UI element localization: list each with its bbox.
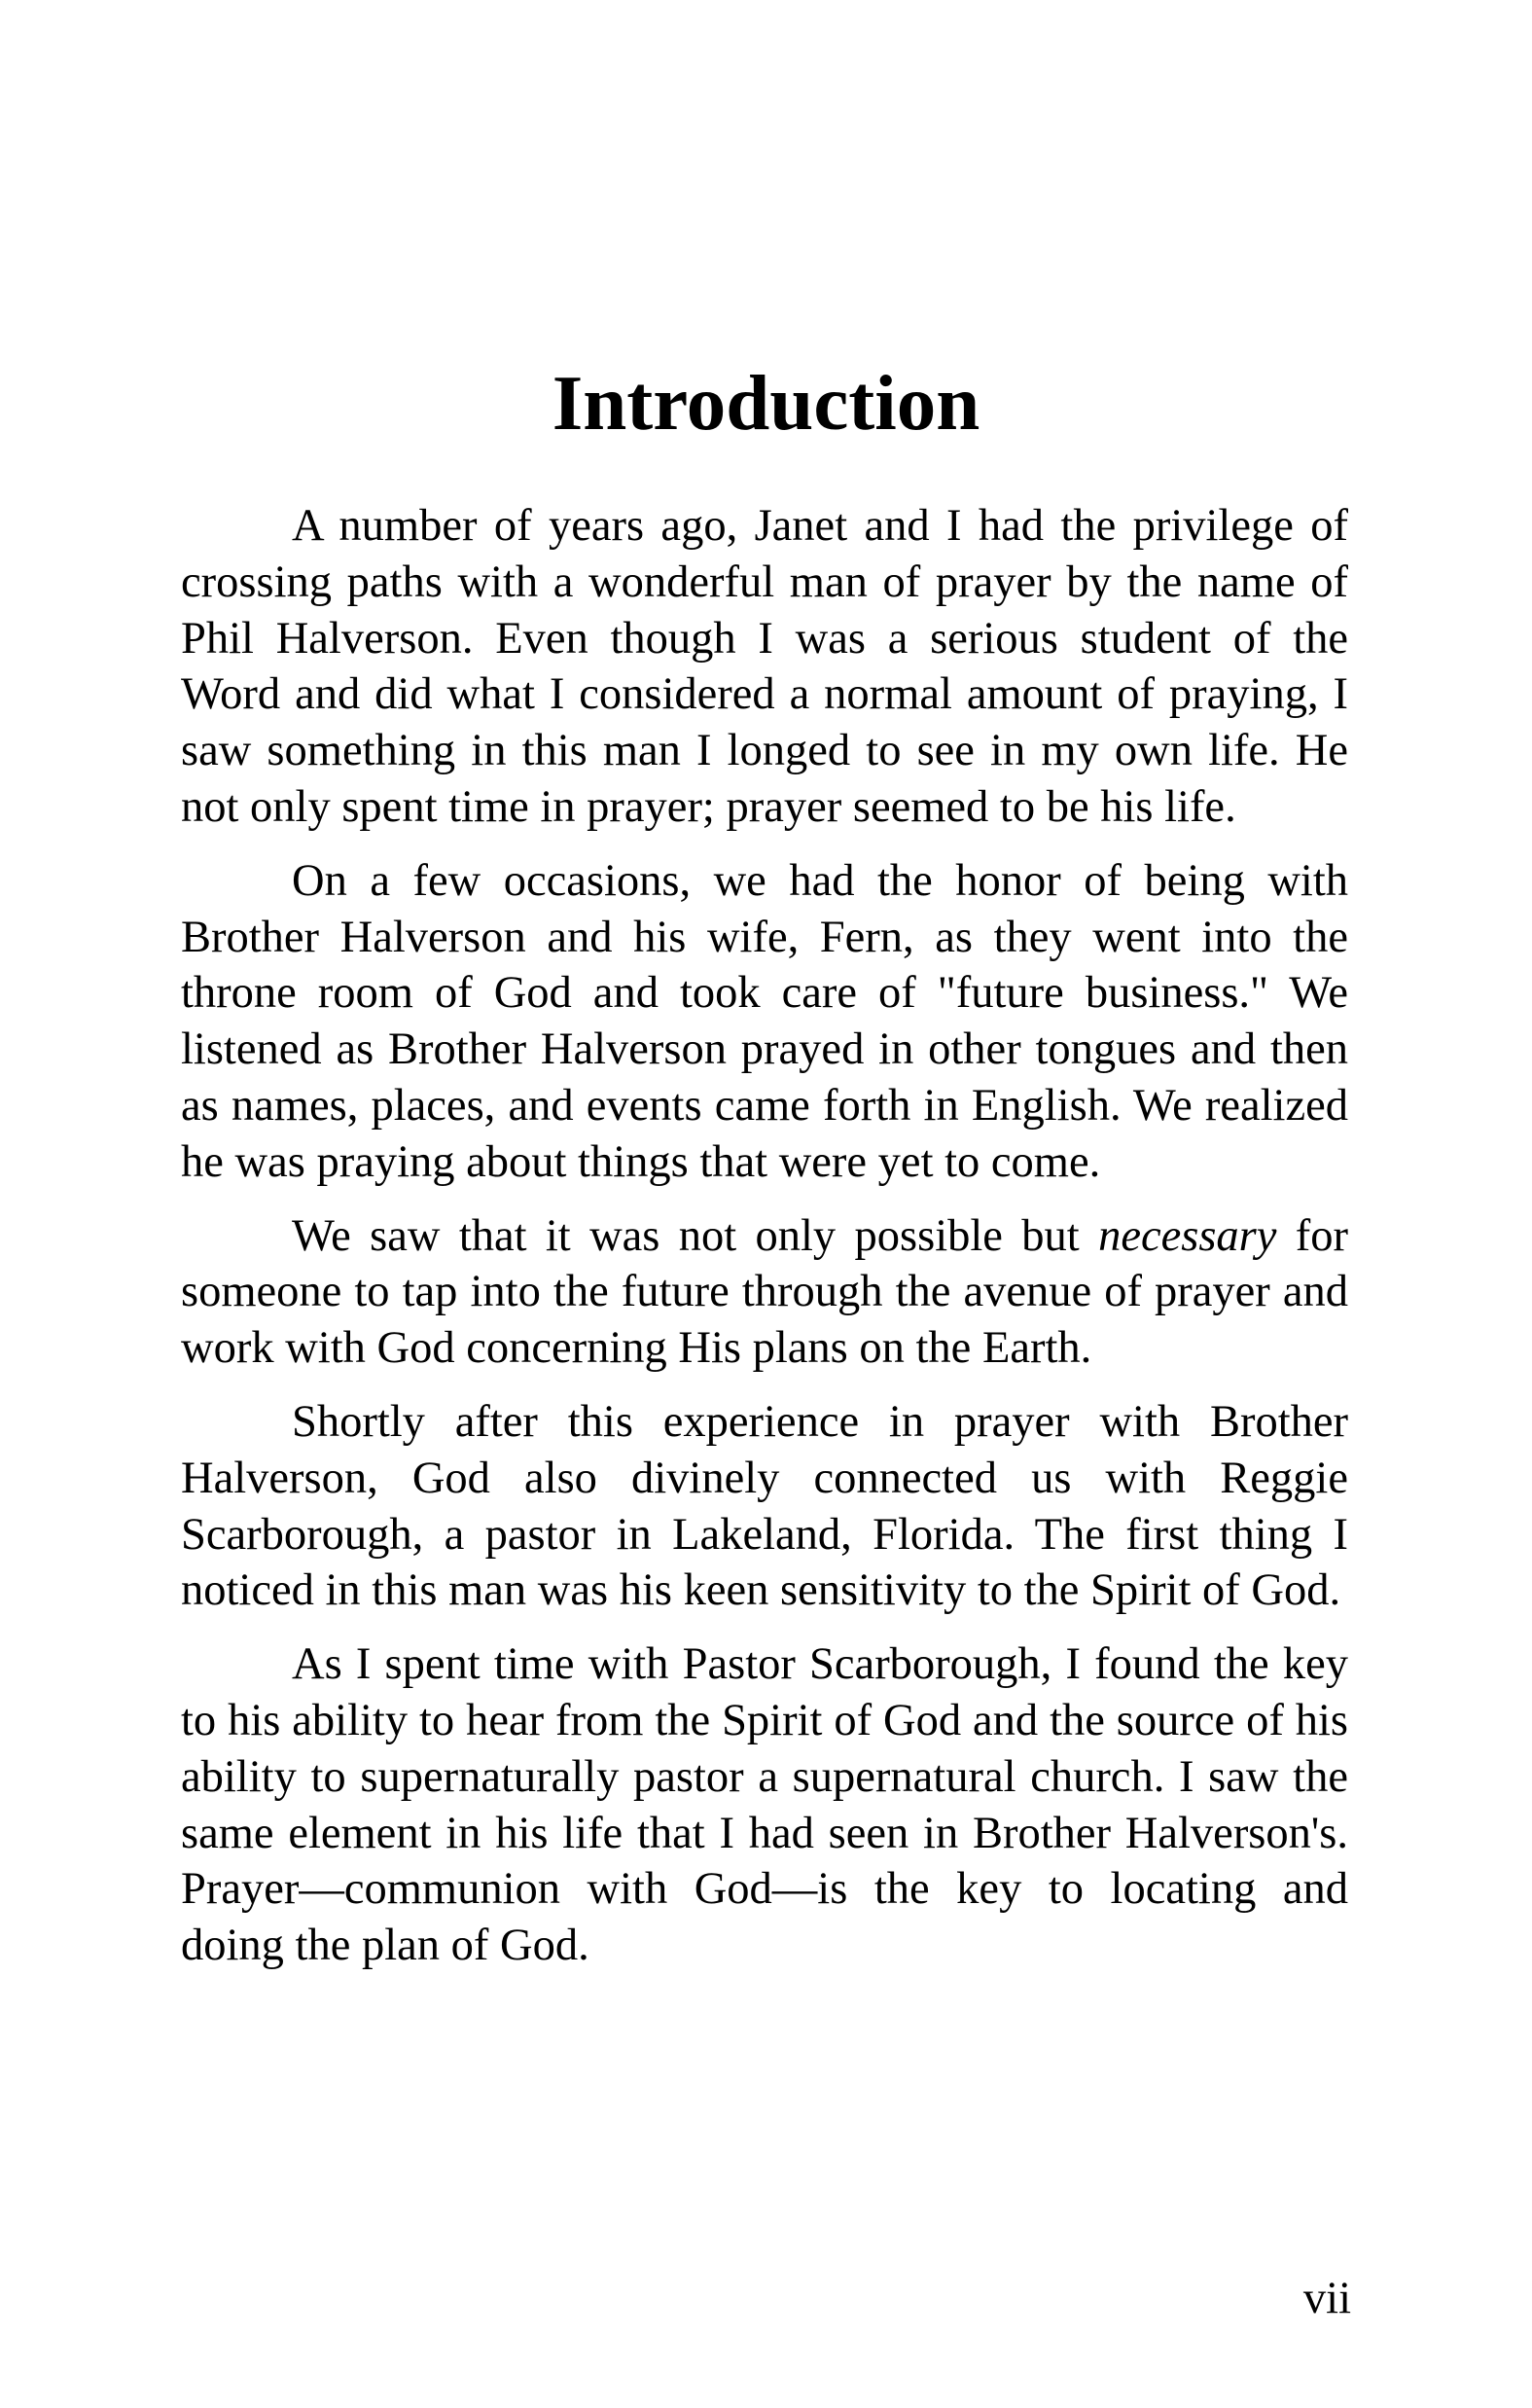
paragraph-3-before: We saw that it was not only possible but <box>292 1210 1099 1261</box>
paragraph-5: As I spent time with Pastor Scarborough, I found the key to his ability to hear from the Spirit of God and the source of his ability to supernaturally pastor a supernatural church. I saw the same element in his life that I had seen in Brother Halverson's. Prayer—communion with God—is the key to locating and doing the plan of God. <box>181 1639 1348 1971</box>
body-text <box>181 498 1348 1992</box>
paragraph-3-emphasis: necessary <box>1098 1210 1277 1261</box>
paragraph-1: A number of years ago, Janet and I had the privilege of crossing paths with a wonderful man of prayer by the name of Phil Halverson. Even though I was a serious student of the Word and did what I considered a normal amount of praying, I saw something in this man I longed to see in my own life. He not only spent time in prayer; prayer seemed to be his life. <box>181 501 1348 832</box>
paragraph-2: On a few occasions, we had the honor of being with Brother Halverson and his wife, Fern, as they went into the throne room of God and took care of "future business." We listened as Brother Halverson prayed in other tongues and then as names, places, and events came forth in English. We realized he was praying about things that were yet to come. <box>181 855 1348 1187</box>
paragraph-3-after: for someone to tap into the future through the avenue of prayer and work with God concerning His plans on the Earth. <box>181 1210 1348 1374</box>
page-number: vii <box>1302 2274 1351 2323</box>
chapter-title: Introduction <box>552 359 980 447</box>
paragraph-4: Shortly after this experience in prayer with Brother Halverson, God also divinely connected us with Reggie Scarborough, a pastor in Lakeland, Florida. The first thing I noticed in this man was his keen sensitivity to the Spirit of God. <box>181 1396 1348 1616</box>
paragraph-3 <box>181 1208 1348 1377</box>
